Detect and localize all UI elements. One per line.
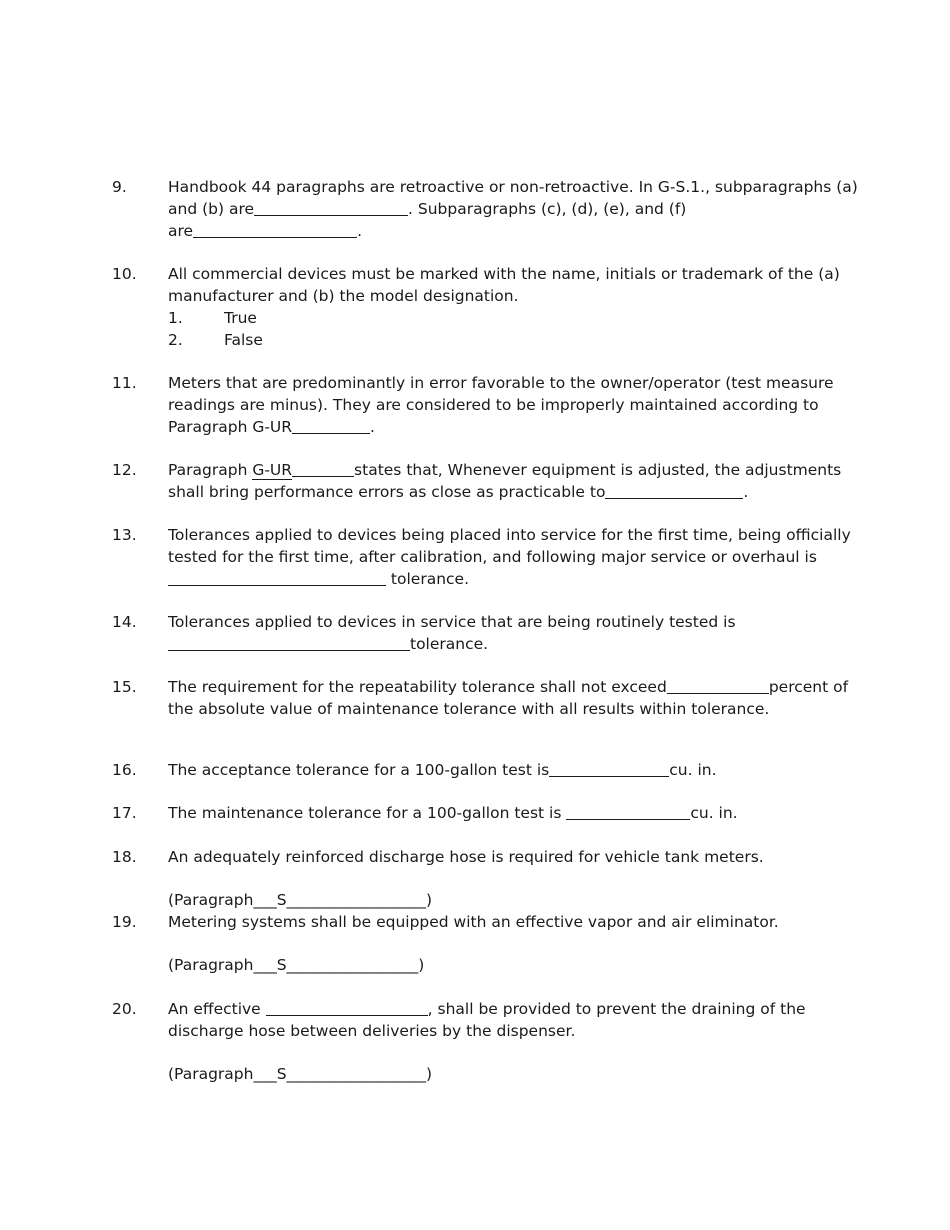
answer-blank[interactable] — [168, 569, 386, 586]
paragraph-reference-blank[interactable]: (Paragraph___S_________________) — [168, 956, 425, 974]
question-number: 9. — [112, 178, 127, 196]
question-text: An adequately reinforced discharge hose is required for vehicle tank meters. — [168, 848, 764, 866]
question-text: manufacturer and (b) the model designation. — [168, 287, 519, 305]
question-19 — [112, 911, 842, 976]
answer-blank[interactable] — [266, 999, 428, 1016]
question-text: An effective , shall be provided to prevent the draining of the — [168, 1000, 806, 1018]
question-text: Paragraph G-UR states that, Whenever equipment is adjusted, the adjustments — [168, 461, 842, 479]
question-text: the absolute value of maintenance tolerance with all results within tolerance. — [168, 700, 770, 718]
answer-blank[interactable] — [168, 634, 410, 651]
question-15 — [112, 676, 849, 720]
question-number: 12. — [112, 461, 137, 479]
question-16 — [112, 759, 842, 781]
question-number: 16. — [112, 761, 137, 779]
question-text: Handbook 44 paragraphs are retroactive or non-retroactive. In G-S.1., subparagraphs (a) — [168, 178, 858, 196]
question-17 — [112, 802, 842, 824]
answer-blank[interactable] — [667, 677, 769, 694]
question-text: tolerance. — [168, 568, 842, 590]
question-text: All commercial devices must be marked with the name, initials or trademark of the (a) — [168, 265, 840, 283]
question-number: 13. — [112, 526, 137, 544]
question-number: 17. — [112, 804, 137, 822]
question-text: Meters that are predominantly in error favorable to the owner/operator (test measure — [168, 374, 834, 392]
question-text: are . — [168, 222, 363, 240]
question-text: tested for the first time, after calibration, and following major service or overhaul is — [168, 548, 817, 566]
paragraph-reference-blank[interactable]: (Paragraph___S__________________) — [168, 1065, 433, 1083]
answer-blank[interactable] — [254, 199, 408, 216]
question-text: Metering systems shall be equipped with an effective vapor and air eliminator. — [168, 913, 779, 931]
answer-blank[interactable] — [292, 417, 370, 434]
question-9 — [112, 176, 858, 242]
question-text: tolerance. — [168, 633, 842, 655]
question-20 — [112, 998, 842, 1085]
answer-blank[interactable] — [292, 460, 354, 477]
question-13 — [112, 524, 851, 590]
question-number: 15. — [112, 678, 137, 696]
question-text: discharge hose between deliveries by the dispenser. — [168, 1022, 576, 1040]
question-12 — [112, 459, 842, 503]
question-text: The maintenance tolerance for a 100-gallon test is cu. in. — [168, 804, 738, 822]
question-text: and (b) are . Subparagraphs (c), (d), (e), and (f) — [168, 200, 687, 218]
question-11 — [112, 372, 842, 438]
answer-blank[interactable] — [549, 760, 669, 777]
underlined-reference: G-UR — [252, 461, 293, 479]
question-text: Paragraph G-UR . — [168, 418, 375, 436]
question-text: readings are minus). They are considered to be improperly maintained according to — [168, 396, 819, 414]
answer-blank[interactable] — [566, 803, 690, 820]
question-number: 10. — [112, 265, 137, 283]
question-number: 11. — [112, 374, 137, 392]
question-text: Tolerances applied to devices in service that are being routinely tested is — [168, 613, 736, 631]
answer-option[interactable]: 2. False — [168, 331, 263, 349]
question-number: 20. — [112, 1000, 137, 1018]
question-text: shall bring performance errors as close as practicable to . — [168, 483, 749, 501]
answer-blank[interactable] — [605, 482, 743, 499]
question-number: 14. — [112, 613, 137, 631]
question-14 — [112, 611, 842, 655]
question-text: The requirement for the repeatability tolerance shall not exceed percent of — [168, 678, 849, 696]
question-text: The acceptance tolerance for a 100-gallon test is cu. in. — [168, 761, 717, 779]
question-18 — [112, 846, 842, 911]
paragraph-reference-blank[interactable]: (Paragraph___S__________________) — [168, 891, 433, 909]
question-number: 19. — [112, 913, 137, 931]
question-number: 18. — [112, 848, 137, 866]
question-10 — [112, 263, 842, 351]
answer-blank[interactable] — [193, 221, 357, 238]
answer-option[interactable]: 1. True — [168, 309, 257, 327]
question-text: Tolerances applied to devices being placed into service for the first time, being officially — [168, 526, 851, 544]
